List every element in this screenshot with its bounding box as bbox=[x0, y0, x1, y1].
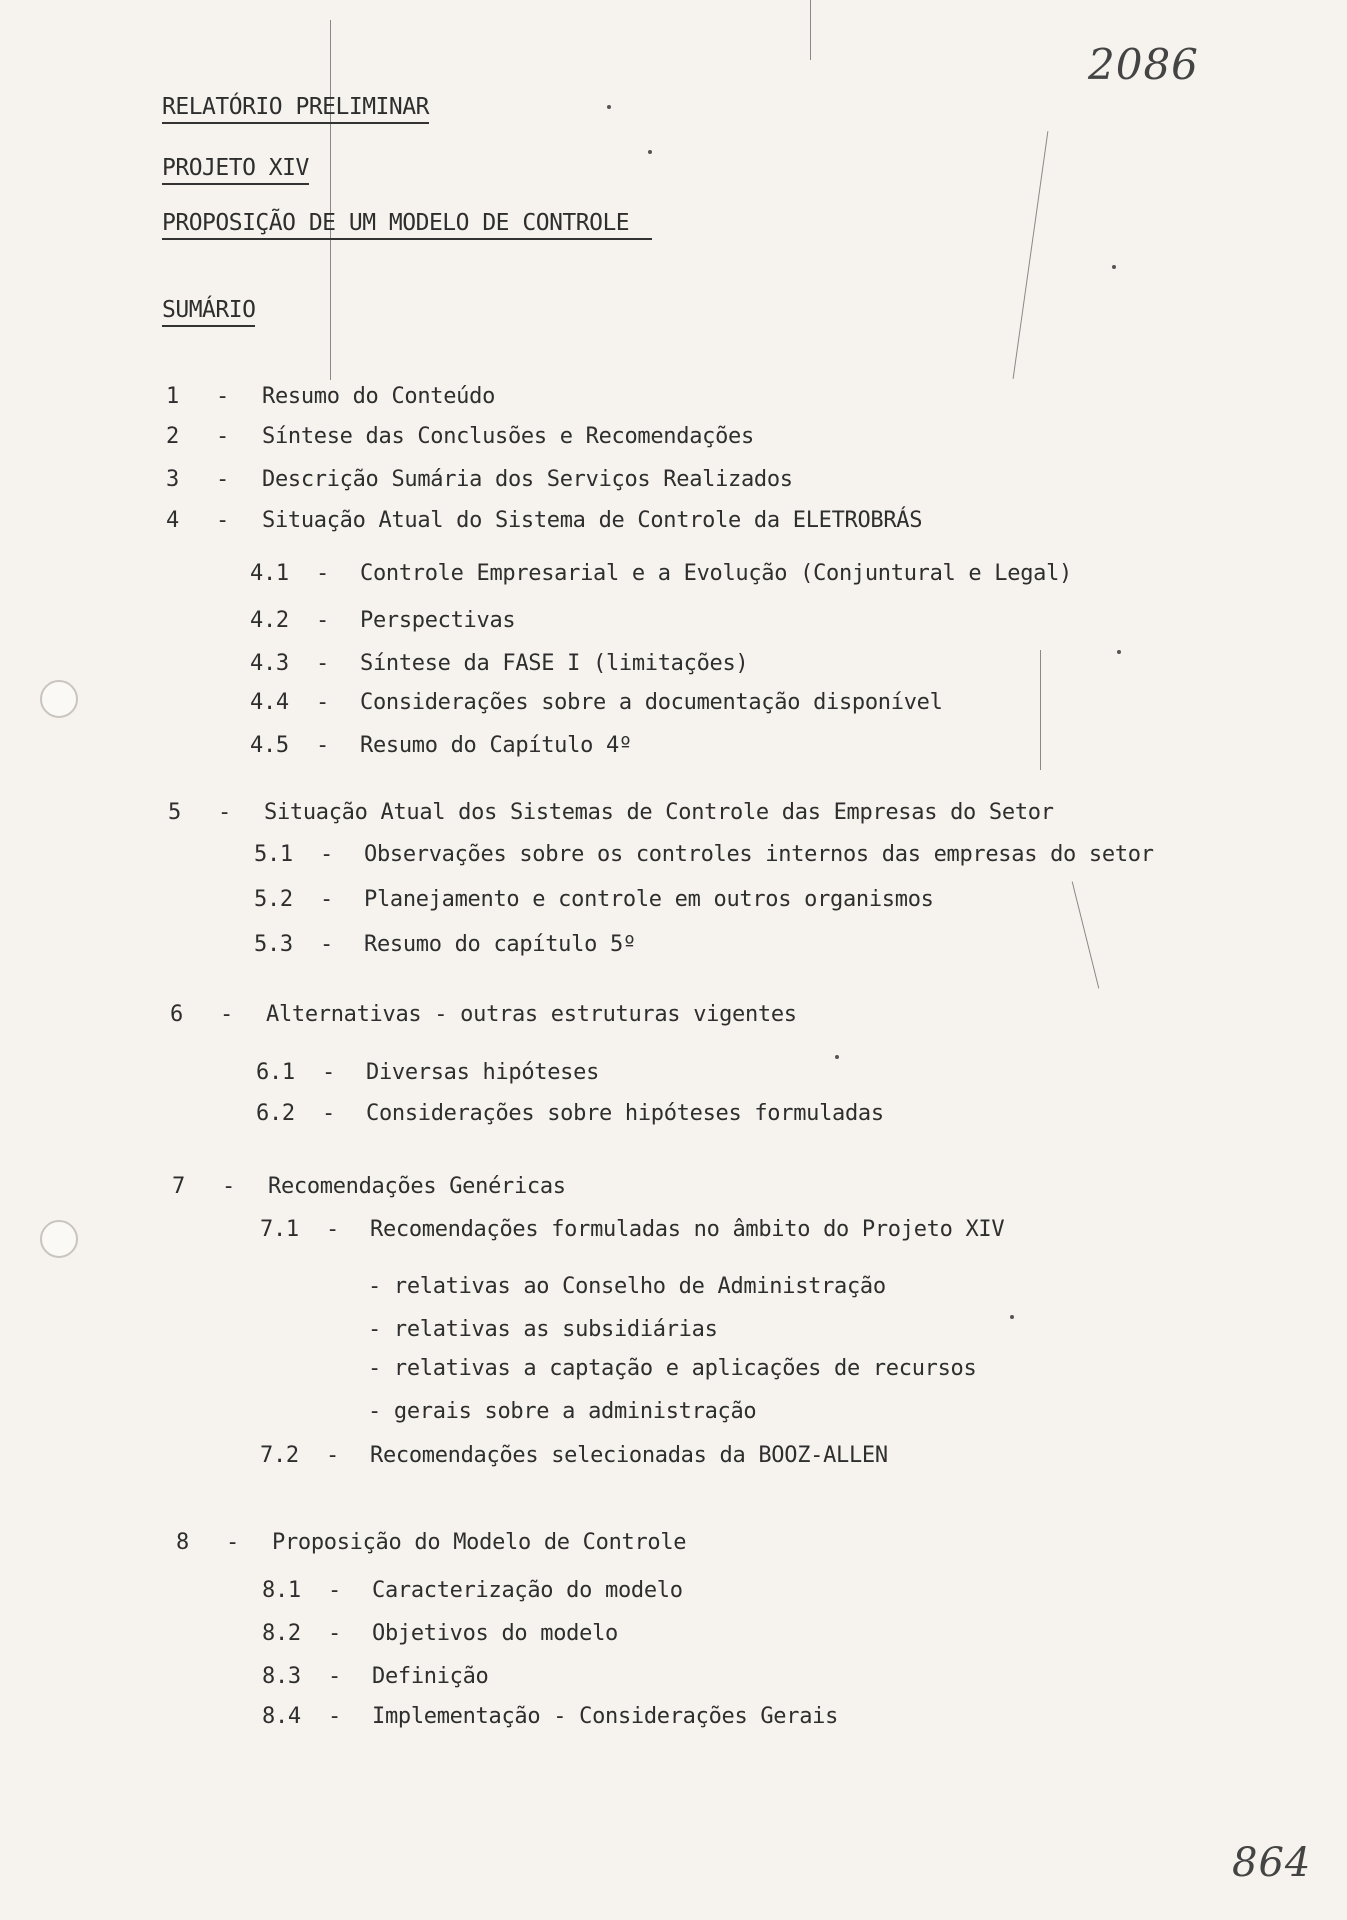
toc-number: 8.3 bbox=[262, 1664, 301, 1689]
toc-dash: - bbox=[316, 561, 329, 586]
report-title: RELATÓRIO PRELIMINAR bbox=[162, 94, 429, 124]
toc-dash: - bbox=[320, 932, 333, 957]
toc-number: 6 bbox=[170, 1002, 183, 1027]
ink-speck bbox=[835, 1055, 839, 1059]
toc-number: 4.2 bbox=[250, 608, 289, 633]
toc-dash: - bbox=[322, 1101, 335, 1126]
toc-text: Caracterização do modelo bbox=[372, 1578, 683, 1603]
toc-text: Implementação - Considerações Gerais bbox=[372, 1704, 839, 1729]
toc-number: 4.5 bbox=[250, 733, 289, 758]
toc-item bbox=[168, 800, 1054, 825]
toc-dash: - bbox=[316, 733, 329, 758]
toc-number: 7.2 bbox=[260, 1443, 299, 1468]
margin-line bbox=[1040, 650, 1041, 770]
toc-number: 7 bbox=[172, 1174, 185, 1199]
toc-dash: - bbox=[222, 1174, 235, 1199]
toc-bullet: - gerais sobre a administração bbox=[368, 1399, 757, 1424]
toc-text: Situação Atual dos Sistemas de Controle das Empresas do Setor bbox=[264, 800, 1054, 825]
toc-text: Considerações sobre hipóteses formuladas bbox=[366, 1101, 884, 1126]
toc-bullet: - relativas a captação e aplicações de recursos bbox=[368, 1356, 977, 1381]
toc-number: 5.3 bbox=[254, 932, 293, 957]
toc-number: 8.4 bbox=[262, 1704, 301, 1729]
toc-dash: - bbox=[316, 690, 329, 715]
toc-text: Resumo do capítulo 5º bbox=[364, 932, 636, 957]
ink-speck bbox=[1112, 265, 1116, 269]
toc-item bbox=[176, 1530, 686, 1555]
toc-item bbox=[166, 467, 793, 492]
toc-number: 4.3 bbox=[250, 651, 289, 676]
toc-item bbox=[166, 508, 922, 533]
toc-dash: - bbox=[216, 508, 229, 533]
toc-number: 5.2 bbox=[254, 887, 293, 912]
toc-item bbox=[170, 1002, 797, 1027]
toc-number: 4.4 bbox=[250, 690, 289, 715]
toc-dash: - bbox=[326, 1217, 339, 1242]
toc-text: Definição bbox=[372, 1664, 489, 1689]
toc-subitem bbox=[260, 1217, 1004, 1242]
margin-line bbox=[1072, 882, 1100, 989]
toc-dash: - bbox=[216, 467, 229, 492]
toc-text: Recomendações selecionadas da BOOZ-ALLEN bbox=[370, 1443, 888, 1468]
toc-dash: - bbox=[326, 1443, 339, 1468]
toc-dash: - bbox=[328, 1664, 341, 1689]
toc-subitem bbox=[250, 733, 632, 758]
proposition-title: PROPOSIÇÃO DE UM MODELO DE CONTROLE bbox=[162, 210, 652, 240]
toc-dash: - bbox=[320, 887, 333, 912]
toc-subitem bbox=[254, 842, 1154, 867]
toc-subitem bbox=[262, 1664, 489, 1689]
toc-subitem bbox=[250, 561, 1072, 586]
toc-number: 3 bbox=[166, 467, 179, 492]
toc-text: Síntese das Conclusões e Recomendações bbox=[262, 424, 754, 449]
toc-subitem bbox=[254, 932, 636, 957]
punch-hole bbox=[40, 1220, 78, 1258]
toc-text: Objetivos do modelo bbox=[372, 1621, 618, 1646]
toc-dash: - bbox=[316, 651, 329, 676]
toc-text: Alternativas - outras estruturas vigentes bbox=[266, 1002, 797, 1027]
toc-bullet: - relativas ao Conselho de Administração bbox=[368, 1274, 886, 1299]
project-title: PROJETO XIV bbox=[162, 155, 309, 185]
punch-hole bbox=[40, 680, 78, 718]
toc-dash: - bbox=[328, 1704, 341, 1729]
toc-number: 4 bbox=[166, 508, 179, 533]
toc-text: Diversas hipóteses bbox=[366, 1060, 600, 1085]
toc-subitem bbox=[250, 690, 943, 715]
toc-dash: - bbox=[216, 384, 229, 409]
toc-number: 6.1 bbox=[256, 1060, 295, 1085]
toc-text: Considerações sobre a documentação disponível bbox=[360, 690, 943, 715]
toc-item bbox=[166, 424, 754, 449]
margin-line bbox=[1013, 131, 1049, 379]
toc-text: Proposição do Modelo de Controle bbox=[272, 1530, 687, 1555]
toc-text: Perspectivas bbox=[360, 608, 516, 633]
toc-dash: - bbox=[220, 1002, 233, 1027]
toc-text: Planejamento e controle em outros organismos bbox=[364, 887, 934, 912]
toc-item bbox=[166, 384, 495, 409]
toc-text: Resumo do Capítulo 4º bbox=[360, 733, 632, 758]
ink-speck bbox=[1010, 1315, 1014, 1319]
toc-dash: - bbox=[322, 1060, 335, 1085]
toc-dash: - bbox=[328, 1621, 341, 1646]
ink-speck bbox=[648, 150, 652, 154]
toc-number: 8.1 bbox=[262, 1578, 301, 1603]
toc-text: Controle Empresarial e a Evolução (Conjuntural e Legal) bbox=[360, 561, 1072, 586]
toc-text: Situação Atual do Sistema de Controle da ELETROBRÁS bbox=[262, 508, 923, 533]
toc-subitem bbox=[262, 1578, 683, 1603]
toc-dash: - bbox=[320, 842, 333, 867]
toc-dash: - bbox=[328, 1578, 341, 1603]
toc-subitem bbox=[262, 1704, 838, 1729]
toc-subitem bbox=[250, 651, 748, 676]
toc-text: Observações sobre os controles internos das empresas do setor bbox=[364, 842, 1154, 867]
toc-item bbox=[172, 1174, 566, 1199]
margin-line bbox=[810, 0, 811, 60]
toc-number: 5 bbox=[168, 800, 181, 825]
handwritten-top-number: 2086 bbox=[1088, 40, 1199, 89]
toc-text: Resumo do Conteúdo bbox=[262, 384, 496, 409]
toc-number: 8 bbox=[176, 1530, 189, 1555]
toc-subitem bbox=[250, 608, 515, 633]
toc-subitem bbox=[260, 1443, 888, 1468]
toc-subitem bbox=[262, 1621, 618, 1646]
toc-subitem bbox=[256, 1060, 599, 1085]
ink-speck bbox=[1117, 650, 1121, 654]
toc-number: 6.2 bbox=[256, 1101, 295, 1126]
toc-subitem bbox=[256, 1101, 884, 1126]
toc-dash: - bbox=[316, 608, 329, 633]
toc-text: Recomendações formuladas no âmbito do Projeto XIV bbox=[370, 1217, 1005, 1242]
toc-text: Descrição Sumária dos Serviços Realizados bbox=[262, 467, 793, 492]
toc-number: 4.1 bbox=[250, 561, 289, 586]
toc-number: 7.1 bbox=[260, 1217, 299, 1242]
toc-dash: - bbox=[216, 424, 229, 449]
toc-dash: - bbox=[218, 800, 231, 825]
toc-dash: - bbox=[226, 1530, 239, 1555]
toc-number: 5.1 bbox=[254, 842, 293, 867]
ink-speck bbox=[607, 105, 611, 109]
toc-bullet: - relativas as subsidiárias bbox=[368, 1317, 718, 1342]
toc-subitem bbox=[254, 887, 934, 912]
toc-number: 2 bbox=[166, 424, 179, 449]
toc-number: 1 bbox=[166, 384, 179, 409]
toc-number: 8.2 bbox=[262, 1621, 301, 1646]
margin-line bbox=[330, 20, 331, 380]
toc-text: Síntese da FASE I (limitações) bbox=[360, 651, 749, 676]
toc-text: Recomendações Genéricas bbox=[268, 1174, 566, 1199]
summary-title: SUMÁRIO bbox=[162, 297, 255, 327]
handwritten-bottom-number: 864 bbox=[1232, 1840, 1312, 1886]
